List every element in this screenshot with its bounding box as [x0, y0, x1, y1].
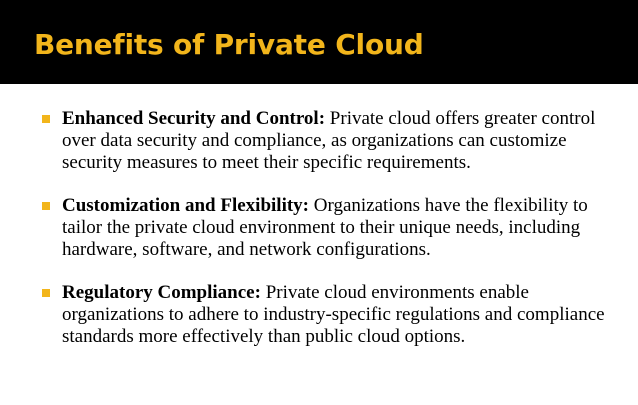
- bullet-item-compliance: [40, 282, 620, 348]
- bullet-heading: Regulatory Compliance:: [62, 282, 261, 303]
- square-bullet-icon: [42, 202, 50, 210]
- bullet-heading: Enhanced Security and Control:: [62, 108, 326, 129]
- bullet-heading: Customization and Flexibility:: [62, 195, 310, 216]
- bullet-item-security: [40, 108, 620, 174]
- square-bullet-icon: [42, 289, 50, 297]
- bullet-list: [40, 108, 620, 369]
- bullet-text: Private cloud offers greater control over data security and compliance, as organizations can customize security measures to meet their specific requirements.: [62, 108, 596, 173]
- bullet-item-customization: [40, 195, 620, 261]
- bullet-text: Organizations have the flexibility to tailor the private cloud environment to their unique needs, including hardware, software, and network configurations.: [62, 195, 588, 260]
- title-bar: [0, 0, 638, 84]
- bullet-text: Private cloud environments enable organizations to adhere to industry-specific regulations and compliance standards more effectively than public cloud options.: [62, 282, 605, 347]
- square-bullet-icon: [42, 115, 50, 123]
- slide-title: Benefits of Private Cloud: [34, 28, 424, 61]
